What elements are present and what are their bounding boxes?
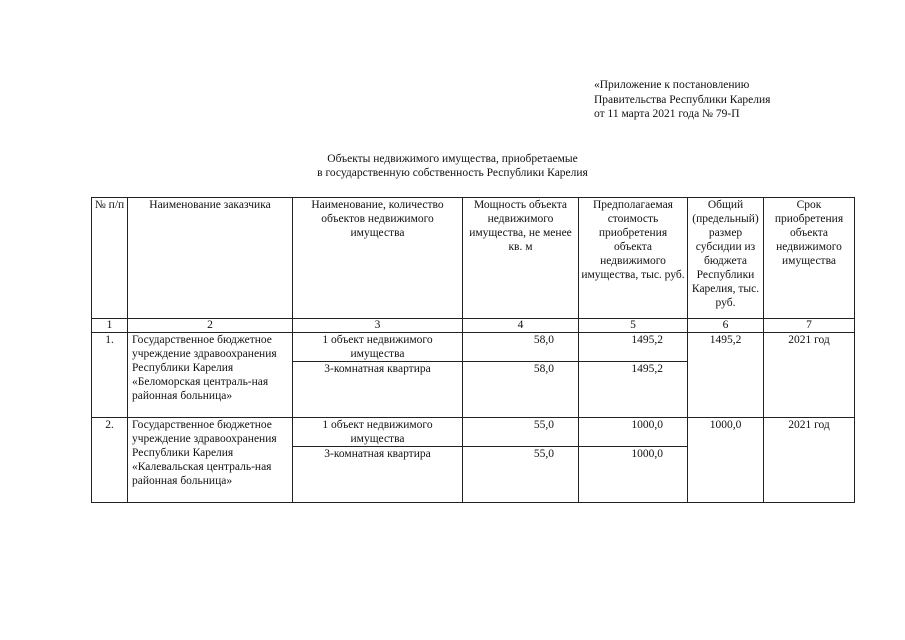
object-area: 58,0 xyxy=(463,333,579,362)
table-row xyxy=(92,333,855,362)
col-number: 2 xyxy=(128,319,293,333)
header-row xyxy=(92,198,855,319)
object-cost: 1000,0 xyxy=(579,447,688,503)
subsidy-amount: 1000,0 xyxy=(688,418,764,503)
row-number: 1. xyxy=(92,333,128,418)
col-number: 6 xyxy=(688,319,764,333)
object-area: 55,0 xyxy=(463,447,579,503)
subsidy-amount: 1495,2 xyxy=(688,333,764,418)
title-line-1: Объекты недвижимого имущества, приобретаемые xyxy=(327,153,578,165)
property-table xyxy=(91,197,855,503)
header-cell-area: Мощность объекта недвижимого имущества, не менее кв. м xyxy=(463,198,579,319)
col-number: 4 xyxy=(463,319,579,333)
header-cell-object: Наименование, количество объектов недвижимого имущества xyxy=(293,198,463,319)
column-number-row xyxy=(92,319,855,333)
object-cost: 1000,0 xyxy=(579,418,688,447)
title-line-2: в государственную собственность Республики Карелия xyxy=(317,167,588,179)
appendix-line-3: от 11 марта 2021 года № 79-П xyxy=(594,108,740,120)
col-number: 3 xyxy=(293,319,463,333)
customer-name: Государственное бюджетное учреждение здравоохранения Республики Карелия «Беломорская централь-ная районная больница» xyxy=(128,333,293,418)
object-description: 3-комнатная квартира xyxy=(293,362,463,418)
object-description: 1 объект недвижимого имущества xyxy=(293,333,463,362)
object-cost: 1495,2 xyxy=(579,362,688,418)
object-description: 3-комнатная квартира xyxy=(293,447,463,503)
col-number: 7 xyxy=(764,319,855,333)
table-row xyxy=(92,418,855,447)
object-area: 55,0 xyxy=(463,418,579,447)
header-cell-subsidy: Общий (предельный) размер субсидии из бюджета Республики Карелия, тыс. руб. xyxy=(688,198,764,319)
object-description: 1 объект недвижимого имущества xyxy=(293,418,463,447)
col-number: 5 xyxy=(579,319,688,333)
object-cost: 1495,2 xyxy=(579,333,688,362)
appendix-header xyxy=(594,78,770,122)
header-cell-customer: Наименование заказчика xyxy=(128,198,293,319)
acquisition-term: 2021 год xyxy=(764,418,855,503)
header-cell-cost: Предполагаемая стоимость приобретения объекта недвижимого имущества, тыс. руб. xyxy=(579,198,688,319)
document-title xyxy=(0,152,905,180)
acquisition-term: 2021 год xyxy=(764,333,855,418)
col-number: 1 xyxy=(92,319,128,333)
customer-name: Государственное бюджетное учреждение здравоохранения Республики Карелия «Калевальская централь-ная районная больница» xyxy=(128,418,293,503)
appendix-line-1: «Приложение к постановлению xyxy=(594,79,750,91)
appendix-line-2: Правительства Республики Карелия xyxy=(594,93,771,106)
row-number: 2. xyxy=(92,418,128,503)
header-cell-num: № п/п xyxy=(92,198,128,319)
header-cell-term: Срок приобретения объекта недвижимого имущества xyxy=(764,198,855,319)
object-area: 58,0 xyxy=(463,362,579,418)
